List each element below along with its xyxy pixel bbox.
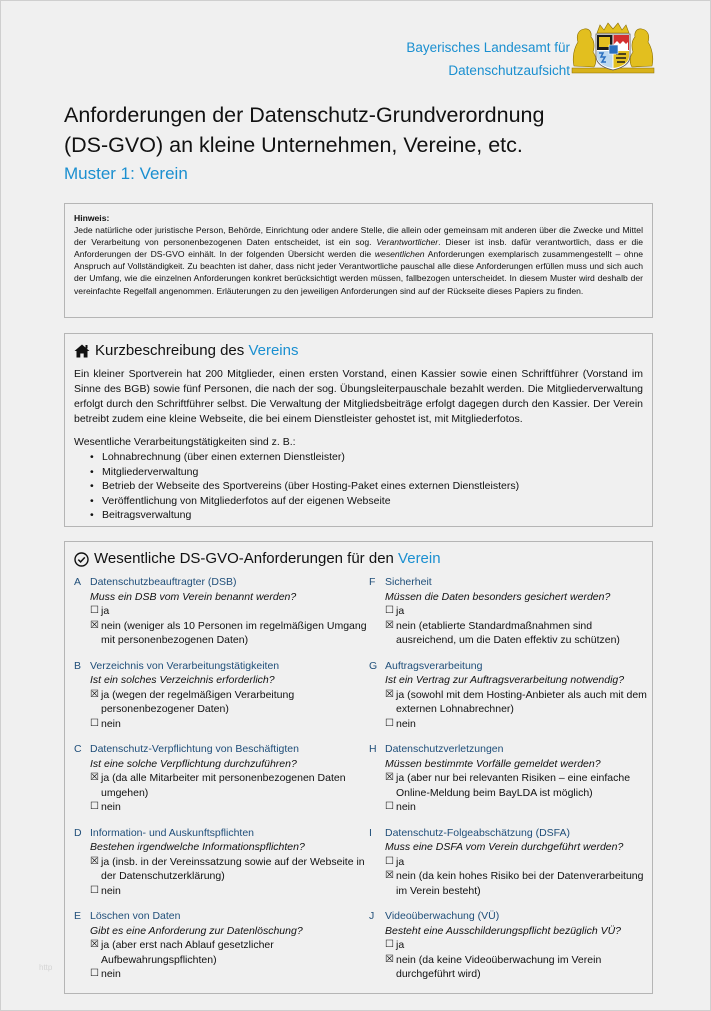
requirement-option: [385, 717, 649, 732]
requirement-body: [90, 742, 369, 826]
option-label: ja (aber erst nach Ablauf gesetzlicher Aufbewahrungspflichten): [101, 939, 274, 966]
requirement-item-i: [369, 826, 649, 910]
checked-checkbox-icon[interactable]: ☒: [385, 953, 394, 965]
requirements-box: [64, 541, 653, 994]
requirement-question: Besteht eine Ausschilderungspflicht bezüglich VÜ?: [385, 924, 621, 937]
unchecked-checkbox-icon[interactable]: ☐: [90, 717, 99, 729]
requirement-item-j: [369, 909, 649, 993]
description-heading: [74, 341, 643, 361]
agency-line-1: Bayerisches Landesamt für: [406, 40, 570, 55]
hint-text: [74, 224, 643, 297]
requirement-letter: F: [369, 576, 376, 588]
requirement-body: [90, 575, 369, 659]
check-circle-icon: [74, 552, 89, 567]
requirement-option: [385, 953, 649, 982]
requirement-option: [90, 938, 369, 967]
requirement-item-a: [74, 575, 369, 659]
unchecked-checkbox-icon[interactable]: ☐: [385, 605, 394, 617]
home-icon: [74, 344, 90, 358]
requirement-body: [385, 826, 649, 910]
description-heading-accent: Vereins: [248, 342, 299, 359]
page-title-line-1: Anforderungen der Datenschutz-Grundverordnung: [64, 103, 545, 127]
list-item: • Mitgliederverwaltung: [92, 465, 643, 480]
watermark: http: [39, 963, 53, 972]
requirement-body: [385, 659, 649, 743]
requirements-heading-text: Wesentliche DS-GVO-Anforderungen für den: [94, 550, 399, 567]
requirement-letter: A: [74, 576, 82, 588]
requirement-body: [385, 909, 649, 993]
requirement-option: [90, 604, 369, 619]
option-label: nein (weniger als 10 Personen im regelmäßigen Umgang mit personenbezogenen Daten): [101, 619, 367, 647]
requirement-name: Datenschutz-Verpflichtung von Beschäftigten: [90, 743, 299, 755]
unchecked-checkbox-icon[interactable]: ☐: [90, 968, 99, 980]
requirement-question: Muss ein DSB vom Verein benannt werden?: [90, 590, 297, 603]
hint-text-part: Anforderungen exemplarisch zusammengestellt – ohne Anspruch auf Vollständigkeit. Zu beachten ist daher, dass nicht jeder Verantwortliche pauschal alle diese Anforderungen erfüllen muss und sich auch der Umfang, wie die einzelnen Anforderungen konkret berücksichtigt werden müssen, fallbezogen unterscheidet. In diesem Muster wird deshalb der vereinfachte Regelfall angenommen. Erläuterungen zu den jeweiligen Anforderungen sind auf der Rückseite dieses Papiers zu finden.: [74, 249, 643, 296]
checked-checkbox-icon[interactable]: ☒: [385, 870, 394, 882]
requirement-item-e: [74, 909, 369, 993]
checked-checkbox-icon[interactable]: ☒: [90, 619, 99, 631]
requirement-option: [90, 771, 369, 800]
requirement-body: [385, 742, 649, 826]
option-label: ja (aber nur bei relevanten Risiken – eine einfache Online-Meldung beim BayLDA ist möglich): [396, 772, 631, 799]
option-label: ja: [101, 605, 110, 618]
requirement-name: Sicherheit: [385, 576, 432, 588]
activities-title: Wesentliche Verarbeitungstätigkeiten sind z. B.:: [74, 436, 296, 448]
requirement-question: Müssen die Daten besonders gesichert werden?: [385, 590, 611, 603]
page-title: [64, 100, 664, 160]
requirement-letter: D: [74, 826, 82, 839]
list-item: • Lohnabrechnung (über einen externen Dienstleister): [92, 450, 643, 465]
requirement-letter: I: [369, 826, 372, 839]
checked-checkbox-icon[interactable]: ☒: [90, 939, 99, 951]
requirement-question: Bestehen irgendwelche Informationspflichten?: [90, 841, 305, 854]
requirement-question: Ist eine solche Verpflichtung durchzuführen?: [90, 757, 297, 770]
requirement-item-h: [369, 742, 649, 826]
requirement-letter: H: [369, 743, 377, 755]
requirement-body: [90, 909, 369, 993]
checked-checkbox-icon[interactable]: ☒: [90, 688, 99, 700]
checked-checkbox-icon[interactable]: ☒: [385, 619, 394, 631]
hint-text-part: Jede natürliche oder juristische Person, Behörde, Einrichtung oder andere Stelle, die allein oder gemeinsam mit anderen über die Zwecke und Mittel der Verarbeitung von personenbezogenen Daten entscheidet, ist ein sog.: [74, 225, 643, 248]
requirement-option: [90, 688, 369, 717]
list-item: • Veröffentlichung von Mitgliederfotos auf der eigenen Webseite: [92, 494, 643, 509]
option-label: nein (da keine Videoüberwachung im Verein durchgeführt wird): [396, 953, 602, 981]
requirement-name: Datenschutzverletzungen: [385, 743, 504, 755]
requirement-letter: B: [74, 659, 82, 672]
option-label: ja (sowohl mit dem Hosting-Anbieter als auch mit dem externen Lohnabrechner): [396, 688, 647, 716]
requirement-option: [90, 717, 369, 732]
requirement-name: Videoüberwachung (VÜ): [385, 910, 500, 922]
unchecked-checkbox-icon[interactable]: ☐: [90, 801, 99, 813]
requirement-option: [385, 938, 649, 953]
requirement-question: Ist ein Vertrag zur Auftragsverarbeitung notwendig?: [385, 674, 625, 687]
unchecked-checkbox-icon[interactable]: ☐: [90, 884, 99, 896]
requirement-name: Information- und Auskunftspflichten: [90, 826, 255, 839]
requirement-option: [90, 967, 369, 982]
page-subtitle: Muster 1: Verein: [64, 164, 188, 183]
requirement-option: [385, 604, 649, 619]
requirement-item-b: [74, 659, 369, 743]
description-text: Ein kleiner Sportverein hat 200 Mitglieder, einen ersten Vorstand, einen Kassier sowie einen Schriftführer (Vorstand im Sinne des BGB) sowie fünf Personen, die nach der sog. Übungsleiterpauschale bezahlt werden. Die Mitgliederverwaltung erfolgt durch den Schriftführer selbst. Die Verwaltung der Mitgliedsbeiträge erfolgt dagegen durch den Kassier. Der Verein betreibt zudem eine kleine Webseite, die bei einem Dienstleister gehostet ist, mit Mitgliederfotos.: [74, 368, 643, 425]
requirement-letter: E: [74, 910, 82, 922]
requirement-question: Gibt es eine Anforderung zur Datenlöschung?: [90, 924, 303, 937]
checked-checkbox-icon[interactable]: ☒: [90, 772, 99, 784]
agency-name: [406, 36, 570, 82]
requirements-heading-accent: Verein: [398, 550, 441, 567]
requirement-body: [90, 659, 369, 743]
option-label: nein: [101, 884, 121, 897]
requirement-option: [90, 800, 369, 815]
requirement-item-c: [74, 742, 369, 826]
hint-title: Hinweis:: [74, 213, 110, 223]
requirement-name: Auftragsverarbeitung: [385, 659, 483, 672]
requirement-name: Verzeichnis von Verarbeitungstätigkeiten: [90, 659, 280, 672]
requirement-option: [385, 688, 649, 717]
option-label: nein: [396, 801, 416, 814]
requirement-option: [385, 855, 649, 870]
hint-text-part: . Dieser ist insb. dafür verantwortlich, dass er die Anforderungen der DS-GVO einhält. In der folgenden Übersicht werden die: [74, 237, 643, 260]
hint-term-wesentlichen: wesentlichen: [374, 249, 425, 260]
list-item: • Betrieb der Webseite des Sportvereins (über Hosting-Paket eines externen Dienstleisters): [92, 479, 643, 494]
option-label: ja (wegen der regelmäßigen Verarbeitung personenbezogener Daten): [101, 688, 295, 716]
requirement-item-f: [369, 575, 649, 659]
requirement-body: [90, 826, 369, 910]
requirement-name: Datenschutz-Folgeabschätzung (DSFA): [385, 826, 571, 839]
requirement-option: [385, 800, 649, 815]
unchecked-checkbox-icon[interactable]: ☐: [385, 717, 394, 729]
requirement-option: [385, 619, 649, 648]
option-label: nein: [396, 717, 416, 730]
checked-checkbox-icon[interactable]: ☒: [385, 688, 394, 700]
requirement-option: [385, 869, 649, 898]
page-title-line-2: (DS-GVO) an kleine Unternehmen, Vereine, etc.: [64, 133, 523, 157]
requirements-column-right: [369, 575, 649, 993]
requirement-question: Muss eine DSFA vom Verein durchgeführt werden?: [385, 841, 624, 854]
requirement-question: Ist ein solches Verzeichnis erforderlich?: [90, 674, 275, 687]
description-box: [64, 333, 653, 527]
description-heading-text: Kurzbeschreibung des: [95, 342, 249, 359]
requirement-option: [90, 884, 369, 899]
unchecked-checkbox-icon[interactable]: ☐: [385, 801, 394, 813]
requirement-letter: C: [74, 743, 82, 755]
activities-list: [74, 450, 643, 523]
requirement-question: Müssen bestimmte Vorfälle gemeldet werden?: [385, 757, 601, 770]
unchecked-checkbox-icon[interactable]: ☐: [385, 939, 394, 951]
requirement-letter: G: [369, 659, 378, 672]
requirement-item-g: [369, 659, 649, 743]
hint-box: [64, 203, 653, 318]
requirement-item-d: [74, 826, 369, 910]
requirement-body: [385, 575, 649, 659]
requirement-option: [90, 619, 369, 648]
requirements-grid: [74, 575, 647, 993]
option-label: nein: [101, 801, 121, 814]
requirements-heading: [74, 549, 643, 569]
option-label: ja: [396, 605, 405, 618]
option-label: ja (da alle Mitarbeiter mit personenbezogenen Daten umgehen): [101, 772, 346, 799]
option-label: ja: [396, 855, 405, 868]
option-label: nein: [101, 717, 121, 730]
list-item: • Beitragsverwaltung: [92, 508, 643, 523]
unchecked-checkbox-icon[interactable]: ☐: [385, 855, 394, 867]
requirement-name: Datenschutzbeauftragter (DSB): [90, 576, 237, 588]
option-label: nein (da kein hohes Risiko bei der Datenverarbeitung im Verein besteht): [396, 870, 644, 897]
option-label: ja: [396, 939, 405, 952]
option-label: ja (insb. in der Vereinssatzung sowie auf der Webseite in der Datenschutzerklärung): [101, 855, 365, 883]
requirement-option: [385, 771, 649, 800]
unchecked-checkbox-icon[interactable]: ☐: [90, 605, 99, 617]
coat-of-arms-icon: [570, 20, 656, 76]
option-label: nein (etablierte Standardmaßnahmen sind ausreichend, um die Daten effektiv zu schützen): [396, 619, 620, 647]
requirement-option: [90, 855, 369, 884]
requirement-name: Löschen von Daten: [90, 910, 181, 922]
checked-checkbox-icon[interactable]: ☒: [385, 772, 394, 784]
checked-checkbox-icon[interactable]: ☒: [90, 855, 99, 867]
requirement-letter: J: [369, 910, 375, 922]
agency-line-2: Datenschutzaufsicht: [448, 63, 570, 78]
option-label: nein: [101, 968, 121, 981]
hint-term-verantwortlicher: Verantwortlicher: [376, 237, 439, 248]
requirements-column-left: [74, 575, 369, 993]
